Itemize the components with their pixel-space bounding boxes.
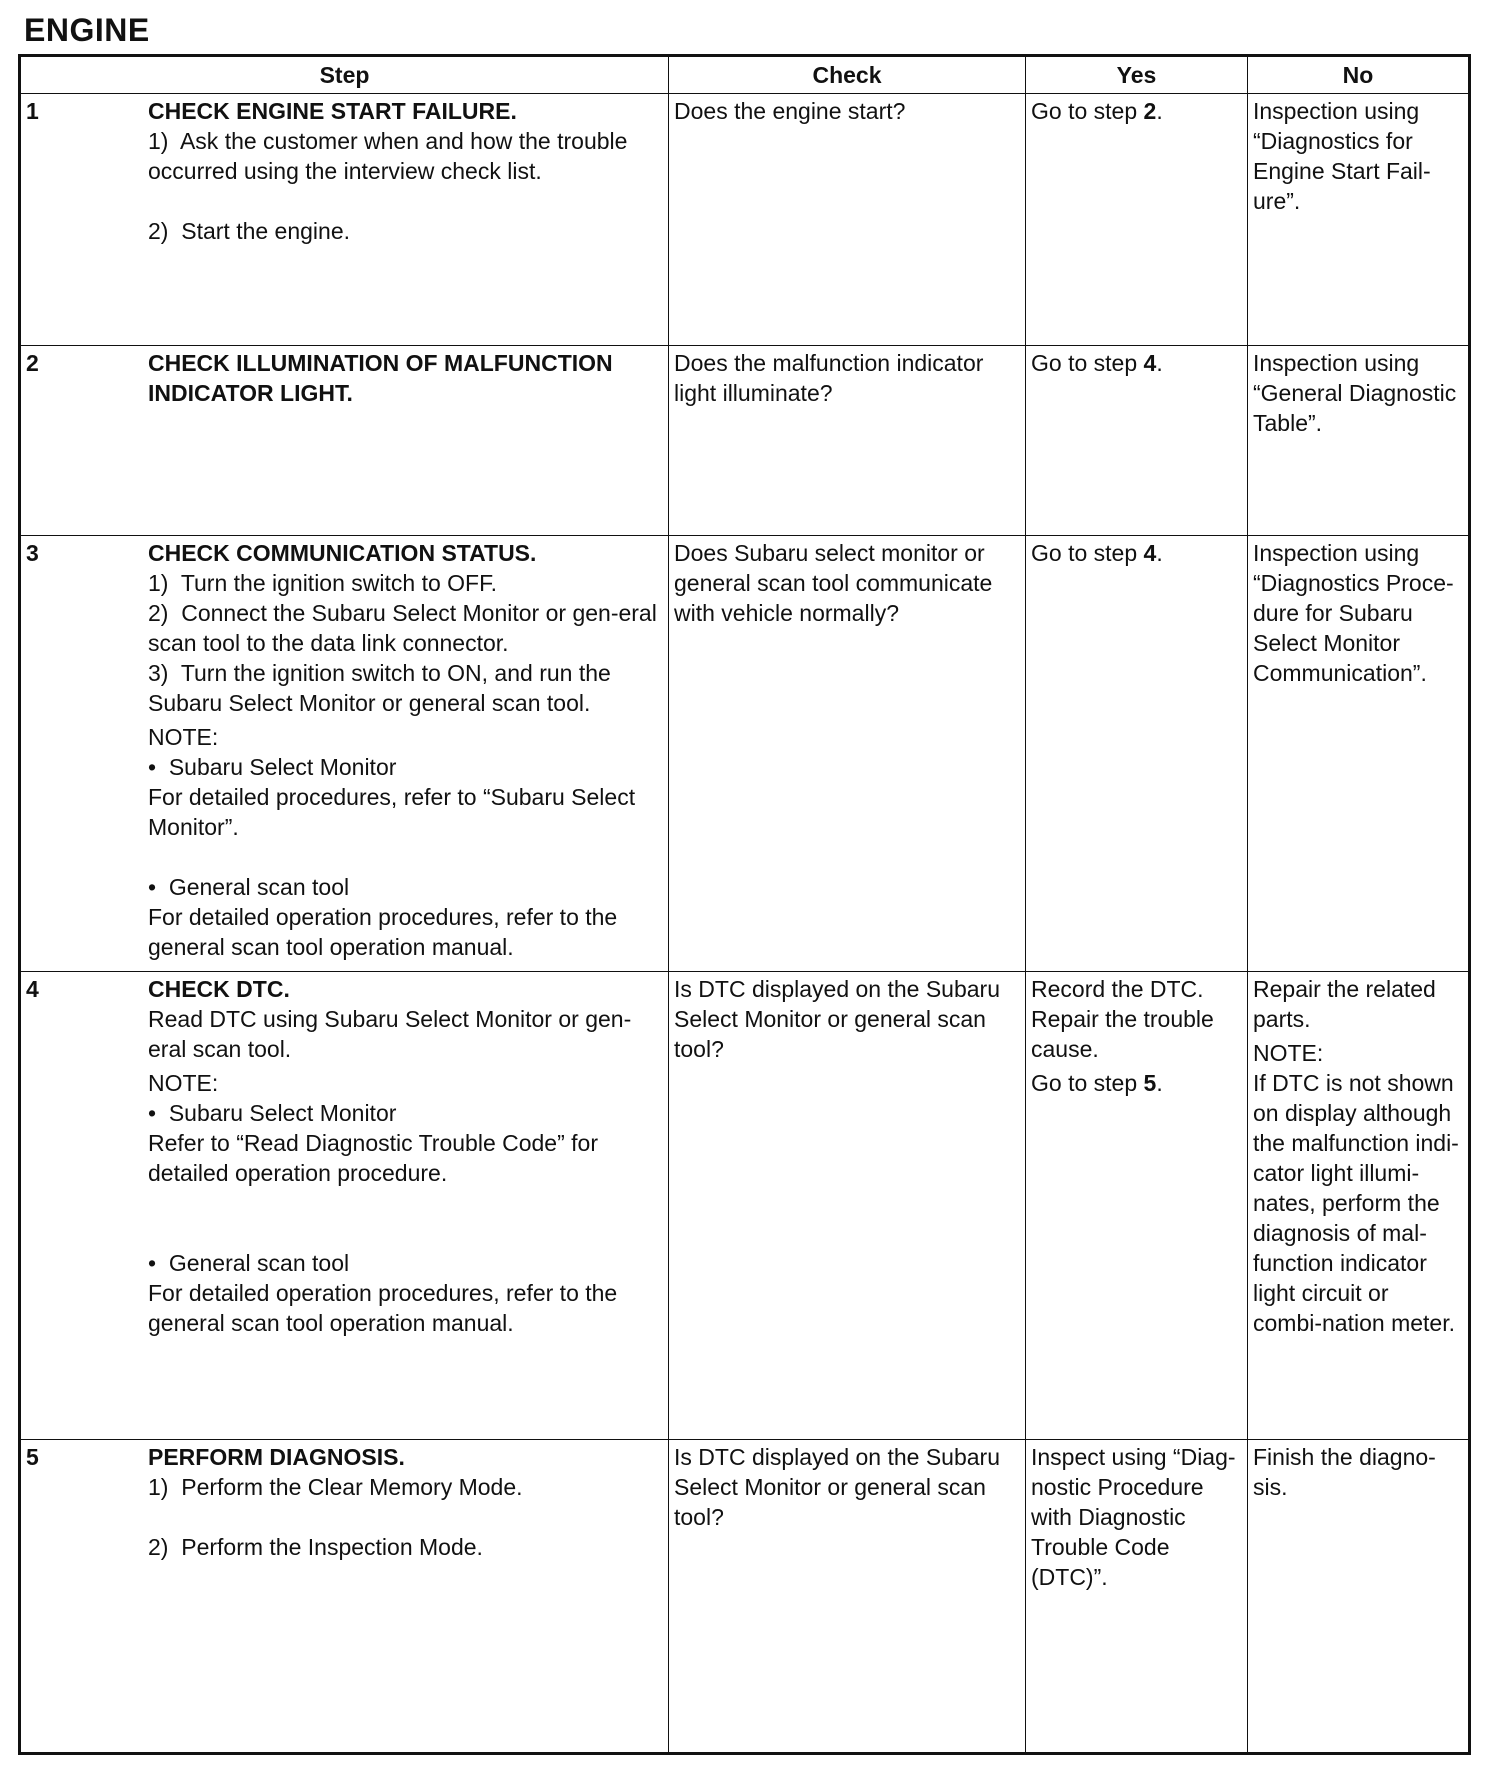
step-number: 4 bbox=[26, 976, 39, 1002]
step-number: 5 bbox=[26, 1444, 39, 1470]
note-label: NOTE: bbox=[148, 724, 219, 750]
table-header-row bbox=[20, 56, 1470, 94]
no-cell: Inspection using “Diagnostics Proce-dure for Subaru Select Monitor Communication”. bbox=[1248, 536, 1470, 972]
table-row bbox=[20, 1440, 1470, 1754]
step-instruction: 2) Connect the Subaru Select Monitor or gen-eral scan tool to the data link connector. bbox=[148, 600, 657, 656]
column-header-no: No bbox=[1248, 56, 1470, 94]
step-number: 1 bbox=[26, 98, 39, 124]
step-instruction: 1) Perform the Clear Memory Mode. bbox=[148, 1474, 523, 1500]
yes-suffix: . bbox=[1156, 350, 1163, 376]
note-text: Refer to “Read Diagnostic Trouble Code” for detailed operation procedure. bbox=[148, 1130, 598, 1186]
step-instruction: 1) Turn the ignition switch to OFF. bbox=[148, 570, 497, 596]
check-cell: Is DTC displayed on the Subaru Select Monitor or general scan tool? bbox=[669, 1440, 1026, 1754]
yes-step-link[interactable]: 5 bbox=[1143, 1070, 1157, 1096]
table-row bbox=[20, 536, 1470, 972]
step-title: PERFORM DIAGNOSIS. bbox=[148, 1444, 405, 1470]
note-text: For detailed procedures, refer to “Subaru Select Monitor”. bbox=[148, 784, 636, 840]
table-row bbox=[20, 346, 1470, 536]
note-label: NOTE: bbox=[148, 1070, 219, 1096]
column-header-yes: Yes bbox=[1026, 56, 1248, 94]
step-number: 3 bbox=[26, 540, 39, 566]
yes-prefix: Go to step bbox=[1031, 350, 1144, 376]
column-header-check: Check bbox=[669, 56, 1026, 94]
table-row bbox=[20, 94, 1470, 346]
yes-suffix: . bbox=[1156, 1070, 1163, 1096]
no-cell: Inspection using “Diagnostics for Engine Start Fail-ure”. bbox=[1248, 94, 1470, 346]
step-instruction: 3) Turn the ignition switch to ON, and run the Subaru Select Monitor or general scan tool. bbox=[148, 660, 611, 716]
column-header-step: Step bbox=[20, 56, 669, 94]
check-cell: Does the malfunction indicator light illuminate? bbox=[669, 346, 1026, 536]
yes-text: Repair the trouble cause. bbox=[1031, 1006, 1214, 1062]
step-cell bbox=[20, 1440, 669, 1754]
yes-suffix: . bbox=[1156, 540, 1163, 566]
step-cell bbox=[20, 972, 669, 1440]
no-note-label: NOTE: bbox=[1253, 1040, 1324, 1066]
step-instruction: Read DTC using Subaru Select Monitor or gen-eral scan tool. bbox=[148, 1006, 632, 1062]
yes-cell bbox=[1026, 94, 1248, 346]
yes-step-link[interactable]: 4 bbox=[1143, 350, 1157, 376]
note-text: For detailed operation procedures, refer to the general scan tool operation manual. bbox=[148, 904, 618, 960]
note-text: For detailed operation procedures, refer to the general scan tool operation manual. bbox=[148, 1280, 618, 1336]
yes-step-link[interactable]: 4 bbox=[1143, 540, 1157, 566]
step-title: CHECK ENGINE START FAILURE. bbox=[148, 98, 517, 124]
no-cell: Finish the diagno-sis. bbox=[1248, 1440, 1470, 1754]
yes-text: Record the DTC. bbox=[1031, 976, 1204, 1002]
yes-cell: Inspect using “Diag-nostic Procedure with Diagnostic Trouble Code (DTC)”. bbox=[1026, 1440, 1248, 1754]
check-cell: Is DTC displayed on the Subaru Select Monitor or general scan tool? bbox=[669, 972, 1026, 1440]
no-cell bbox=[1248, 972, 1470, 1440]
table-row bbox=[20, 972, 1470, 1440]
page-title: ENGINE bbox=[24, 12, 150, 48]
yes-prefix: Go to step bbox=[1031, 98, 1144, 124]
yes-prefix: Go to step bbox=[1031, 1070, 1144, 1096]
note-bullet: • General scan tool bbox=[148, 874, 350, 900]
step-cell bbox=[20, 346, 669, 536]
step-number: 2 bbox=[26, 350, 39, 376]
step-cell bbox=[20, 94, 669, 346]
yes-step-link[interactable]: 2 bbox=[1143, 98, 1157, 124]
no-text: Repair the related parts. bbox=[1253, 976, 1436, 1032]
diagnostic-table bbox=[18, 54, 1471, 1755]
yes-prefix: Go to step bbox=[1031, 540, 1144, 566]
yes-suffix: . bbox=[1156, 98, 1163, 124]
check-cell: Does the engine start? bbox=[669, 94, 1026, 346]
note-bullet: • General scan tool bbox=[148, 1250, 350, 1276]
no-note-text: If DTC is not shown on display although the malfunction indi-cator light illumi-nates, perform the diagnosis of mal-function indicator light circuit or combi-nation meter. bbox=[1253, 1070, 1459, 1336]
check-cell: Does Subaru select monitor or general scan tool communicate with vehicle normally? bbox=[669, 536, 1026, 972]
step-title: CHECK DTC. bbox=[148, 976, 290, 1002]
step-title: CHECK COMMUNICATION STATUS. bbox=[148, 540, 537, 566]
yes-cell bbox=[1026, 972, 1248, 1440]
step-instruction: 2) Start the engine. bbox=[148, 218, 351, 244]
note-bullet: • Subaru Select Monitor bbox=[148, 1100, 397, 1126]
step-instruction: 2) Perform the Inspection Mode. bbox=[148, 1534, 483, 1560]
step-instruction: 1) Ask the customer when and how the trouble occurred using the interview check list. bbox=[148, 128, 628, 184]
step-cell bbox=[20, 536, 669, 972]
step-title: CHECK ILLUMINATION OF MALFUNCTION INDICATOR LIGHT. bbox=[148, 350, 613, 406]
no-cell: Inspection using “General Diagnostic Table”. bbox=[1248, 346, 1470, 536]
yes-cell bbox=[1026, 346, 1248, 536]
note-bullet: • Subaru Select Monitor bbox=[148, 754, 397, 780]
yes-cell bbox=[1026, 536, 1248, 972]
